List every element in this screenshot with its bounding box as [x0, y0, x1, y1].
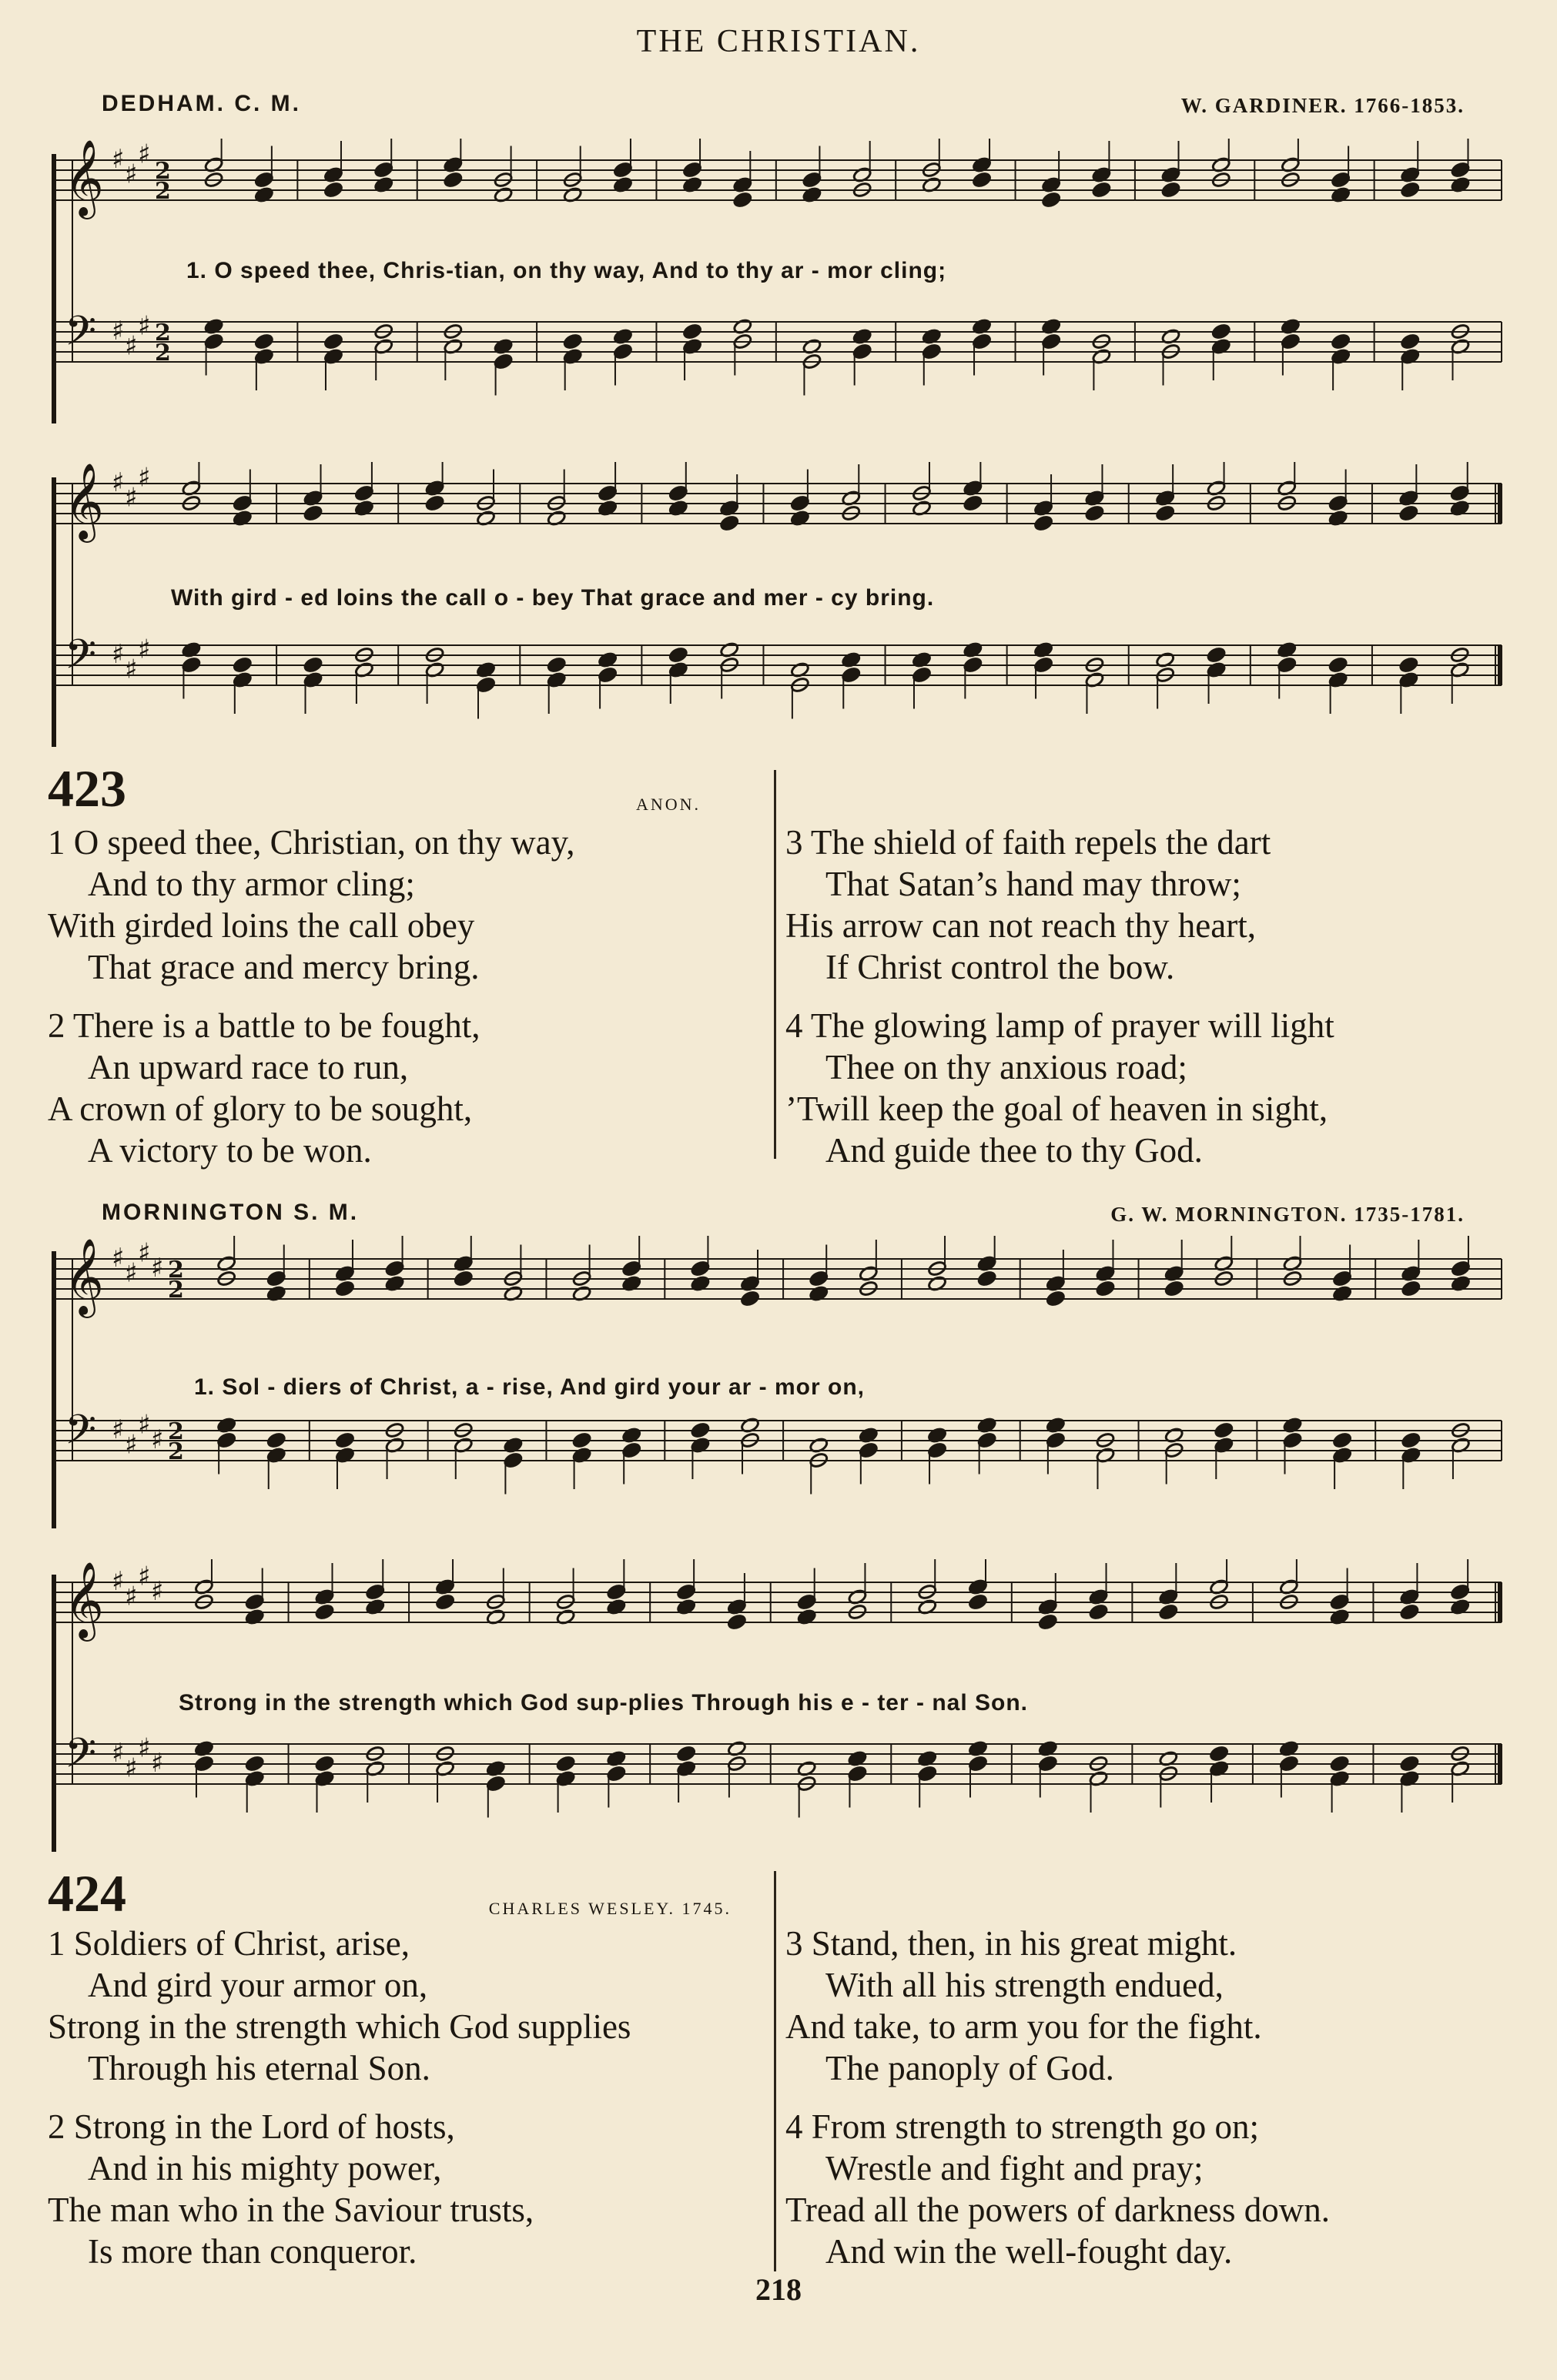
verse-line: With all his strength endued, [825, 1966, 1224, 2004]
notehead [1207, 647, 1227, 664]
music-notation-system [46, 139, 1509, 439]
bass-staff [54, 631, 1502, 719]
notehead [676, 1746, 696, 1762]
notehead [1033, 515, 1053, 532]
notehead [1328, 657, 1348, 674]
column-divider [774, 1871, 776, 2271]
notehead [1085, 505, 1105, 522]
sharp-icon: ♯ [138, 1409, 151, 1441]
treble-staff [54, 139, 1502, 219]
notehead [719, 515, 739, 532]
notehead [1332, 1432, 1352, 1449]
stanza [785, 822, 1334, 988]
notehead [1401, 1280, 1421, 1297]
sharp-icon: ♯ [151, 1748, 164, 1779]
column-divider [774, 770, 776, 1159]
notehead [1041, 192, 1061, 209]
notehead [972, 172, 992, 189]
composer-dedham: W. GARDINER. 1766-1853. [1180, 94, 1465, 117]
time-signature-glyph: 2 [168, 1438, 184, 1465]
sharp-icon: ♯ [112, 467, 125, 498]
sharp-icon: ♯ [112, 1243, 125, 1274]
notehead [425, 495, 445, 512]
notehead [1400, 182, 1420, 199]
sharp-icon: ♯ [151, 1576, 164, 1607]
sharp-icon: ♯ [151, 1253, 164, 1284]
sharp-icon: ♯ [138, 1237, 151, 1269]
notehead [1096, 1280, 1116, 1297]
sharp-icon: ♯ [125, 1752, 138, 1784]
notehead [963, 495, 983, 512]
bass-clef-icon: 𝄢 [65, 308, 97, 365]
hymn-attribution-423: ANON. [635, 795, 701, 814]
lyric-underlay-mornington-2: Strong in the strength which God sup-plies Through his e - ter - nal Son. [179, 1690, 1029, 1716]
hymn-424-right-column [785, 1923, 1330, 2289]
hymn-number-423: 423 [48, 759, 126, 818]
bass-staff [54, 1730, 1502, 1818]
sharp-icon: ♯ [125, 654, 138, 685]
notehead [968, 1594, 988, 1611]
score-dedham-system-1 [46, 139, 1509, 439]
notehead [1164, 1280, 1184, 1297]
page-number: 218 [755, 2272, 802, 2307]
notehead [335, 1280, 355, 1297]
notehead [727, 1614, 747, 1631]
notehead [1399, 1756, 1419, 1772]
notehead [315, 1756, 335, 1772]
running-head: THE CHRISTIAN. [636, 24, 921, 59]
sharp-icon: ♯ [138, 634, 151, 665]
time-signature-glyph: 2 [155, 320, 171, 346]
time-signature-glyph: 2 [155, 178, 171, 205]
verse-line: Strong in the strength which God supplies [48, 2007, 631, 2046]
verse-line: And guide thee to thy God. [825, 1131, 1203, 1170]
notehead [740, 1290, 760, 1307]
notehead [732, 192, 752, 209]
stanza [785, 1923, 1330, 2089]
notehead [668, 647, 688, 664]
verse-line: That Satan’s hand may throw; [825, 865, 1241, 903]
lyric-underlay-mornington-1: 1. Sol - diers of Christ, a - rise, And gird your ar - mor on, [194, 1374, 866, 1400]
verse-line: The panoply of God. [825, 2049, 1114, 2087]
sharp-icon: ♯ [125, 1581, 138, 1612]
verse-line: And to thy armor cling; [88, 865, 415, 903]
sharp-icon: ♯ [138, 310, 151, 342]
hymn-423-right-column [785, 822, 1334, 1188]
verse-line: 4 The glowing lamp of prayer will light [785, 1006, 1334, 1045]
verse-line: That grace and mercy bring. [88, 948, 480, 986]
score-dedham-system-2 [46, 462, 1509, 762]
verse-line: And in his mighty power, [88, 2149, 442, 2188]
verse-line: Thee on thy anxious road; [825, 1048, 1187, 1086]
sharp-icon: ♯ [138, 462, 151, 494]
verse-line: Is more than conqueror. [88, 2232, 417, 2271]
verse-line: 2 There is a battle to be fought, [48, 1006, 480, 1045]
sharp-icon: ♯ [138, 1561, 151, 1592]
sharp-icon: ♯ [112, 1738, 125, 1769]
verse-line: A crown of glory to be sought, [48, 1090, 473, 1128]
hymn-424-left-column [48, 1923, 631, 2289]
composer-mornington: G. W. MORNINGTON. 1735-1781. [1110, 1203, 1465, 1226]
treble-clef-icon: 𝄞 [65, 139, 104, 216]
notehead [1399, 1604, 1419, 1621]
verse-line: Tread all the powers of darkness down. [785, 2191, 1330, 2229]
sharp-icon: ♯ [138, 139, 151, 170]
verse-line: 3 Stand, then, in his great might. [785, 1924, 1237, 1963]
notehead [682, 323, 702, 340]
notehead [572, 1432, 592, 1449]
verse-line: His arrow can not reach thy heart, [785, 906, 1256, 945]
hymn-number-424: 424 [48, 1864, 126, 1923]
notehead [1401, 1432, 1421, 1449]
hymn-attribution-424: CHARLES WESLEY. 1745. [488, 1899, 732, 1918]
lyric-underlay-dedham-1: 1. O speed thee, Chris-tian, on thy way, And to thy ar - mor cling; [186, 258, 947, 283]
sharp-icon: ♯ [151, 1424, 164, 1455]
notehead [1091, 182, 1111, 199]
notehead [690, 1422, 710, 1439]
verse-line: An upward race to run, [88, 1048, 409, 1086]
verse-line: 1 O speed thee, Christian, on thy way, [48, 823, 575, 862]
verse-line: Wrestle and fight and pray; [825, 2149, 1204, 2188]
notehead [1398, 505, 1418, 522]
notehead [303, 505, 323, 522]
verse-line: If Christ control the bow. [825, 948, 1175, 986]
notehead [245, 1756, 265, 1772]
sharp-icon: ♯ [125, 1257, 138, 1289]
sharp-icon: ♯ [125, 159, 138, 190]
notehead [1155, 505, 1175, 522]
notehead [1331, 333, 1351, 350]
notehead [323, 182, 343, 199]
notehead [977, 1270, 997, 1287]
notehead [1211, 323, 1231, 340]
verse-line: And win the well-fought day. [825, 2232, 1233, 2271]
verse-line: And gird your armor on, [88, 1966, 428, 2004]
stanza [48, 2106, 631, 2272]
stanza [48, 1923, 631, 2089]
verse-line: 2 Strong in the Lord of hosts, [48, 2107, 455, 2146]
notehead [233, 657, 253, 674]
sharp-icon: ♯ [112, 316, 125, 346]
notehead [1400, 333, 1420, 350]
treble-staff [54, 462, 1502, 543]
notehead [1209, 1746, 1229, 1762]
time-signature-glyph: 2 [155, 340, 171, 367]
verse-line: And take, to arm you for the fight. [785, 2007, 1262, 2046]
notehead [1046, 1290, 1066, 1307]
notehead [335, 1432, 355, 1449]
treble-staff [54, 1559, 1502, 1642]
notehead [1161, 182, 1181, 199]
bass-clef-icon: 𝄢 [65, 1407, 97, 1464]
stanza [48, 822, 574, 988]
verse-line: 3 The shield of faith repels the dart [785, 823, 1271, 862]
notehead [547, 657, 567, 674]
bass-staff [54, 308, 1502, 396]
sharp-icon: ♯ [125, 1429, 138, 1461]
time-signature-glyph: 2 [168, 1418, 184, 1445]
verse-line: Through his eternal Son. [88, 2049, 430, 2087]
notehead [303, 657, 323, 674]
notehead [1158, 1604, 1178, 1621]
notehead [266, 1432, 286, 1449]
notehead [556, 1756, 576, 1772]
sharp-icon: ♯ [112, 639, 125, 670]
notehead [1214, 1422, 1234, 1439]
verse-line: ’Twill keep the goal of heaven in sight, [785, 1090, 1328, 1128]
stanza [785, 2106, 1330, 2272]
notehead [1330, 1756, 1350, 1772]
verse-line: 1 Soldiers of Christ, arise, [48, 1924, 410, 1963]
verse-line: The man who in the Saviour trusts, [48, 2191, 534, 2229]
time-signature-glyph: 2 [155, 158, 171, 185]
notehead [1038, 1614, 1058, 1631]
sharp-icon: ♯ [125, 330, 138, 362]
notehead [563, 333, 583, 350]
sharp-icon: ♯ [112, 1566, 125, 1597]
sharp-icon: ♯ [112, 144, 125, 175]
tune-name-dedham: DEDHAM. C. M. [102, 91, 301, 116]
notehead [254, 333, 274, 350]
time-signature-glyph: 2 [168, 1277, 184, 1304]
verse-line: A victory to be won. [88, 1131, 372, 1170]
verse-line: 4 From strength to strength go on; [785, 2107, 1259, 2146]
music-notation-system [46, 462, 1509, 762]
hymn-423-left-column [48, 822, 574, 1188]
notehead [443, 172, 463, 189]
treble-clef-icon: 𝄞 [65, 463, 104, 540]
notehead [1398, 657, 1418, 674]
treble-staff [54, 1236, 1502, 1318]
tune-name-mornington: MORNINGTON S. M. [102, 1200, 360, 1225]
notehead [315, 1604, 335, 1621]
notehead [1089, 1604, 1109, 1621]
treble-clef-icon: 𝄞 [65, 1562, 104, 1639]
notehead [435, 1594, 455, 1611]
notehead [454, 1270, 474, 1287]
sharp-icon: ♯ [138, 1732, 151, 1764]
sharp-icon: ♯ [112, 1414, 125, 1445]
lyric-underlay-dedham-2: With gird - ed loins the call o - bey That grace and mer - cy bring. [171, 585, 935, 611]
bass-staff [54, 1407, 1502, 1495]
bass-clef-icon: 𝄢 [65, 1730, 97, 1787]
stanza [48, 1005, 574, 1171]
treble-clef-icon: 𝄞 [65, 1238, 104, 1315]
time-signature-glyph: 2 [168, 1257, 184, 1284]
notehead [323, 333, 343, 350]
stanza [785, 1005, 1334, 1171]
verse-line: With girded loins the call obey [48, 906, 475, 945]
bass-clef-icon: 𝄢 [65, 631, 97, 688]
sharp-icon: ♯ [125, 482, 138, 514]
